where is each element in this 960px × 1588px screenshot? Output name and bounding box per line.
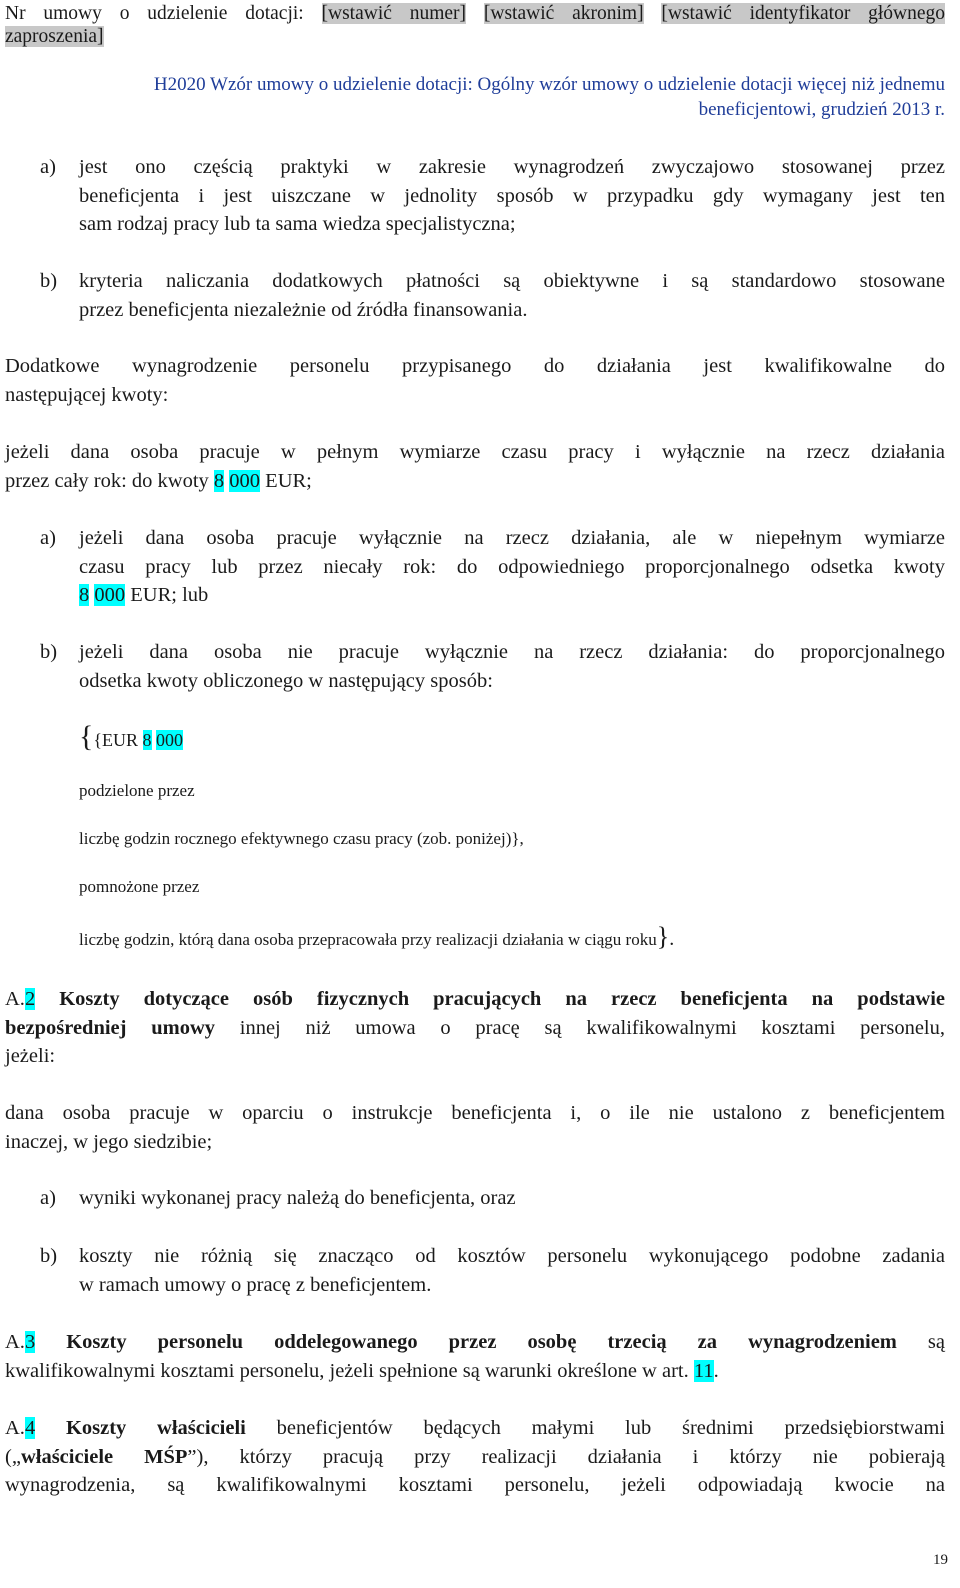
quote-open: („	[5, 1445, 21, 1468]
amount-highlight: 8	[79, 584, 90, 606]
paragraph-additional-pay	[5, 352, 945, 409]
section-a4	[5, 1414, 945, 1500]
article-reference: 11	[693, 1359, 714, 1382]
para2-suffix: EUR;	[260, 469, 312, 492]
section-a4-heading: Koszty właścicieli	[35, 1417, 246, 1439]
list3-a-text	[79, 1184, 945, 1213]
section-prefix: A.	[5, 1417, 25, 1439]
document-subtitle	[70, 72, 945, 122]
section-prefix: A.	[5, 1331, 25, 1353]
formula-line1	[79, 722, 183, 752]
list1-b-line1: kryteria naliczania dodatkowych płatności są obiektywne i są standardowo stosowane	[79, 270, 945, 292]
formula-multiplied-by: pomnożone przez	[79, 877, 200, 896]
list2-a-text	[79, 524, 945, 610]
list1-a-text	[79, 153, 945, 239]
list3-b-label: b)	[40, 1245, 58, 1267]
brace-close: }	[656, 922, 670, 951]
para1-line1: Dodatkowe wynagrodzenie personelu przypisanego do działania jest kwalifikowalne do	[5, 355, 945, 377]
amount-highlight: 000	[156, 730, 184, 750]
list1-b-line2: przez beneficjenta niezależnie od źródła finansowania.	[79, 298, 528, 321]
header-contract-line2	[5, 25, 104, 48]
formula-divided-by: podzielone przez	[79, 781, 195, 800]
amount-highlight: 8	[142, 730, 152, 750]
section-a3-text: są	[896, 1331, 946, 1353]
section-number: 3	[24, 1331, 36, 1353]
section-a2-text: innej niż umowa o pracę są kwalifikowalnymi kosztami personelu,	[215, 1016, 945, 1039]
header-contract-line	[5, 2, 945, 25]
placeholder-acronym: [wstawić akronim]	[483, 3, 644, 24]
list2-a-line1: jeżeli dana osoba pracuje wyłącznie na rzecz działania, ale w niepełnym wymiarze	[79, 527, 945, 549]
placeholder-number: [wstawić numer]	[321, 3, 467, 24]
list2-b-line1: jeżeli dana osoba nie pracuje wyłącznie na rzecz działania: do proporcjonalnego	[79, 641, 945, 663]
list3-a-line1: wyniki wykonanej pracy należą do beneficjenta, oraz	[79, 1187, 516, 1209]
section-a3	[5, 1328, 945, 1385]
section-a3-line1	[5, 1328, 945, 1357]
paragraph-full-time	[5, 438, 945, 495]
para1-line2: następującej kwoty:	[5, 383, 169, 406]
section-number: 2	[24, 988, 36, 1010]
list2-b-label: b)	[40, 641, 58, 663]
section-a2-line2	[5, 1014, 945, 1043]
para2-line2	[5, 467, 945, 496]
formula-end: .	[669, 928, 675, 950]
section-a3-text2: kwalifikowalnymi kosztami personelu, jeżeli spełnione są warunki określone w art.	[5, 1359, 694, 1382]
section-a4-line2	[5, 1443, 945, 1472]
list2-a-label: a)	[40, 527, 56, 549]
list1-b-label: b)	[40, 270, 58, 292]
page-number: 19	[933, 1552, 948, 1568]
section-a2-line1	[5, 985, 945, 1014]
list2-a-line3	[79, 581, 945, 610]
brace-open: {	[79, 720, 94, 753]
section-a4-text: beneficjentów będących małymi lub średnimi przedsiębiorstwami	[245, 1417, 945, 1439]
formula-line5	[79, 922, 675, 951]
section-a2-heading: Koszty dotyczące osób fizycznych pracujących na rzecz beneficjenta na podstawie	[35, 988, 945, 1010]
header-contract-prefix: Nr umowy o udzielenie dotacji:	[5, 3, 322, 24]
list1-b-text	[79, 267, 945, 324]
list2-a-line2: czasu pracy lub przez niecały rok: do odpowiedniego proporcjonalnego odsetka kwoty	[79, 555, 945, 578]
para2-prefix: przez cały rok: do kwoty	[5, 469, 214, 492]
list1-a-line2: beneficjenta i jest uiszczane w jednolity sposób w przypadku gdy wymagany jest ten	[79, 184, 945, 207]
amount-highlight: 000	[229, 469, 261, 492]
section-a2-heading-cont: bezpośredniej umowy	[5, 1016, 216, 1039]
list1-a-line3: sam rodzaj pracy lub ta sama wiedza specjalistyczna;	[79, 213, 516, 235]
section-a4-line1	[5, 1414, 945, 1443]
section-a4-text2: ”), którzy pracują przy realizacji działania i którzy nie pobierają	[187, 1445, 945, 1468]
paragraph-instructions	[5, 1099, 945, 1156]
list1-a-line1: jest ono częścią praktyki w zakresie wynagrodzeń zwyczajowo stosowanej przez	[79, 156, 945, 178]
para3-line1: dana osoba pracuje w oparciu o instrukcje beneficjenta i, o ile nie ustalono z beneficjentem	[5, 1102, 945, 1124]
formula-hours-worked: liczbę godzin, którą dana osoba przepracowała przy realizacji działania w ciągu roku	[79, 930, 657, 949]
amount-highlight: 8	[213, 469, 225, 492]
list2-a-suffix: EUR; lub	[125, 584, 209, 606]
section-a3-end: .	[713, 1359, 719, 1382]
formula-eur: {EUR	[93, 730, 143, 750]
list2-b-line2: odsetka kwoty obliczonego w następujący sposób:	[79, 669, 493, 692]
sme-owners-term: właściciele MŚP	[20, 1445, 188, 1468]
section-a4-line3: wynagrodzenia, są kwalifikowalnymi kosztami personelu, jeżeli odpowiadają kwocie na	[5, 1474, 945, 1496]
section-a2-line3: jeżeli:	[5, 1045, 56, 1067]
list1-a-label: a)	[40, 156, 56, 178]
subtitle-line-2: beneficjentowi, grudzień 2013 r.	[698, 99, 945, 120]
list2-b-text	[79, 638, 945, 695]
placeholder-call: zaproszenia]	[5, 26, 104, 47]
section-prefix: A.	[5, 988, 25, 1010]
para3-line2: inaczej, w jego siedzibie;	[5, 1130, 213, 1153]
subtitle-line-1: H2020 Wzór umowy o udzielenie dotacji: Ogólny wzór umowy o udzielenie dotacji więcej niż jednemu	[153, 74, 945, 95]
placeholder-identifier: [wstawić identyfikator głównego	[661, 3, 946, 24]
list3-b-line2: w ramach umowy o pracę z beneficjentem.	[79, 1273, 432, 1296]
para2-line1: jeżeli dana osoba pracuje w pełnym wymiarze czasu pracy i wyłącznie na rzecz działania	[5, 441, 945, 463]
section-a2	[5, 985, 945, 1071]
section-a3-line2	[5, 1357, 945, 1386]
amount-highlight: 000	[94, 584, 126, 606]
list3-b-line1: koszty nie różnią się znacząco od kosztów personelu wykonującego podobne zadania	[79, 1245, 945, 1267]
list3-a-label: a)	[40, 1187, 56, 1209]
formula-annual-hours: liczbę godzin rocznego efektywnego czasu pracy (zob. poniżej)},	[79, 829, 524, 848]
section-a3-heading: Koszty personelu oddelegowanego przez osobę trzecią za wynagrodzeniem	[35, 1331, 897, 1353]
section-number: 4	[24, 1417, 36, 1439]
list3-b-text	[79, 1242, 945, 1299]
